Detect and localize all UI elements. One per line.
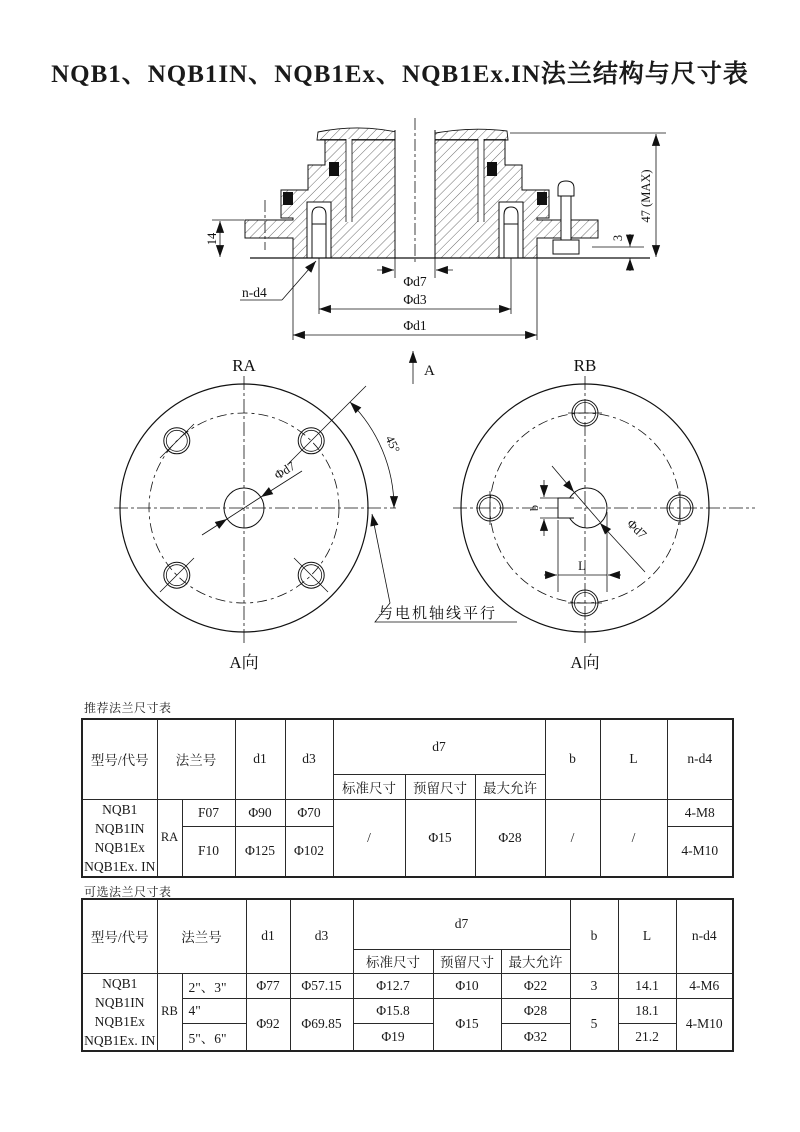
t1-header-d7-standard: 标准尺寸: [333, 774, 405, 799]
t1-cell-group: RA: [157, 799, 182, 877]
model-line: NQB1IN: [95, 994, 145, 1010]
t1-header-d3: d3: [285, 719, 333, 799]
t2-cell-nd4-merged: 4-M10: [676, 998, 733, 1051]
t1-cell-nd4-1: 4-M10: [667, 826, 733, 876]
t2-cell-reserved-merged: Φ15: [433, 998, 501, 1051]
t1-cell-flange-1: F10: [182, 826, 235, 876]
t1-cell-d1-0: Φ90: [235, 799, 285, 826]
t2-cell-d3-0: Φ57.15: [290, 973, 353, 998]
ra-bolt-holes: [160, 386, 366, 592]
rb-key-length-dim: L: [578, 559, 586, 573]
ra-title: RA: [232, 356, 256, 375]
ra-angle-dim: 45°: [382, 433, 403, 456]
t2-cell-std-0: Φ12.7: [353, 973, 433, 998]
label-n-d4: n-d4: [242, 285, 267, 300]
dim-3: 3: [611, 234, 625, 242]
section-arrow-label: A: [424, 363, 435, 379]
t2-header-d3: d3: [290, 899, 353, 973]
t2-cell-b-0: 3: [570, 973, 618, 998]
t2-header-d7: d7: [353, 899, 570, 949]
model-line: NQB1: [102, 975, 138, 991]
t2-header-d7-standard: 标准尺寸: [353, 949, 433, 973]
t2-header-n-d4: n-d4: [676, 899, 733, 973]
t2-header-l: L: [618, 899, 676, 973]
t2-cell-l-1: 18.1: [618, 998, 676, 1023]
rb-phi-d7: Φd7: [624, 516, 650, 542]
t1-cell-d7-reserved: Φ15: [405, 799, 475, 877]
t2-cell-d1-0: Φ77: [246, 973, 290, 998]
t2-header-model: 型号/代号: [82, 899, 157, 973]
t2-header-flange-no: 法兰号: [157, 899, 246, 973]
t2-cell-flange-1: 4": [182, 998, 246, 1023]
model-line: NQB1Ex: [94, 839, 145, 855]
t1-header-n-d4: n-d4: [667, 719, 733, 799]
dim-14: 14: [205, 232, 219, 246]
t1-cell-d7-standard: /: [333, 799, 405, 877]
model-line: NQB1Ex. IN: [84, 858, 156, 874]
ra-direction-label: A向: [229, 653, 259, 672]
rb-direction-label: A向: [570, 653, 600, 672]
t2-cell-flange-0: 2"、3": [182, 973, 246, 998]
ra-note: 与电机轴线平行: [378, 606, 498, 622]
t2-header-d7-reserved: 预留尺寸: [433, 949, 501, 973]
model-line: NQB1IN: [95, 820, 145, 836]
t2-cell-nd4-0: 4-M6: [676, 973, 733, 998]
t2-cell-max-2: Φ32: [501, 1023, 570, 1051]
table-recommended-caption: 推荐法兰尺寸表: [84, 701, 172, 715]
t2-cell-d3-merged: Φ69.85: [290, 998, 353, 1051]
t2-cell-group: RB: [157, 973, 182, 1051]
t1-header-flange-no: 法兰号: [157, 719, 235, 799]
t1-header-d7-max: 最大允许: [475, 774, 545, 799]
t2-cell-l-0: 14.1: [618, 973, 676, 998]
model-line: NQB1Ex. IN: [84, 1032, 156, 1048]
t1-header-model: 型号/代号: [82, 719, 157, 799]
t2-cell-flange-2: 5"、6": [182, 1023, 246, 1051]
model-line: NQB1: [102, 801, 138, 817]
model-line: NQB1Ex: [94, 1013, 145, 1029]
t1-cell-d3-0: Φ70: [285, 799, 333, 826]
t2-cell-reserved-0: Φ10: [433, 973, 501, 998]
t2-cell-d1-merged: Φ92: [246, 998, 290, 1051]
t1-cell-b: /: [545, 799, 600, 877]
rb-title: RB: [573, 356, 597, 375]
dim-phi-d7: Φd7: [403, 274, 427, 289]
t2-cell-b-merged: 5: [570, 998, 618, 1051]
t1-cell-l: /: [600, 799, 667, 877]
t1-cell-d1-1: Φ125: [235, 826, 285, 876]
t2-header-b: b: [570, 899, 618, 973]
t2-header-d1: d1: [246, 899, 290, 973]
t1-cell-flange-0: F07: [182, 799, 235, 826]
table-recommended: [81, 718, 734, 878]
dim-phi-d1: Φd1: [403, 318, 427, 333]
t1-cell-d3-1: Φ102: [285, 826, 333, 876]
t2-cell-std-1: Φ15.8: [353, 998, 433, 1023]
t2-cell-std-2: Φ19: [353, 1023, 433, 1051]
t1-header-d7: d7: [333, 719, 545, 774]
ra-phi-d7: Φd7: [271, 458, 298, 483]
rb-key-width-dim: b: [527, 505, 541, 511]
view-ra: [114, 356, 517, 672]
page-title: NQB1、NQB1IN、NQB1Ex、NQB1Ex.IN法兰结构与尺寸表: [51, 61, 749, 88]
t1-cell-nd4-0: 4-M8: [667, 799, 733, 826]
t2-cell-max-0: Φ22: [501, 973, 570, 998]
t2-cell-models: [82, 973, 157, 1051]
dim-47-max: 47 (MAX): [639, 169, 653, 223]
t1-cell-d7-max: Φ28: [475, 799, 545, 877]
t2-cell-max-1: Φ28: [501, 998, 570, 1023]
dim-phi-d3: Φd3: [403, 292, 427, 307]
t1-header-b: b: [545, 719, 600, 799]
t1-cell-models: [82, 799, 157, 877]
t1-header-l: L: [600, 719, 667, 799]
t1-header-d1: d1: [235, 719, 285, 799]
t2-cell-l-2: 21.2: [618, 1023, 676, 1051]
table-optional: [81, 898, 734, 1052]
view-rb: [453, 356, 755, 672]
t1-header-d7-reserved: 预留尺寸: [405, 774, 475, 799]
section-view: [205, 118, 666, 384]
table-optional-caption: 可选法兰尺寸表: [84, 885, 172, 899]
t2-header-d7-max: 最大允许: [501, 949, 570, 973]
